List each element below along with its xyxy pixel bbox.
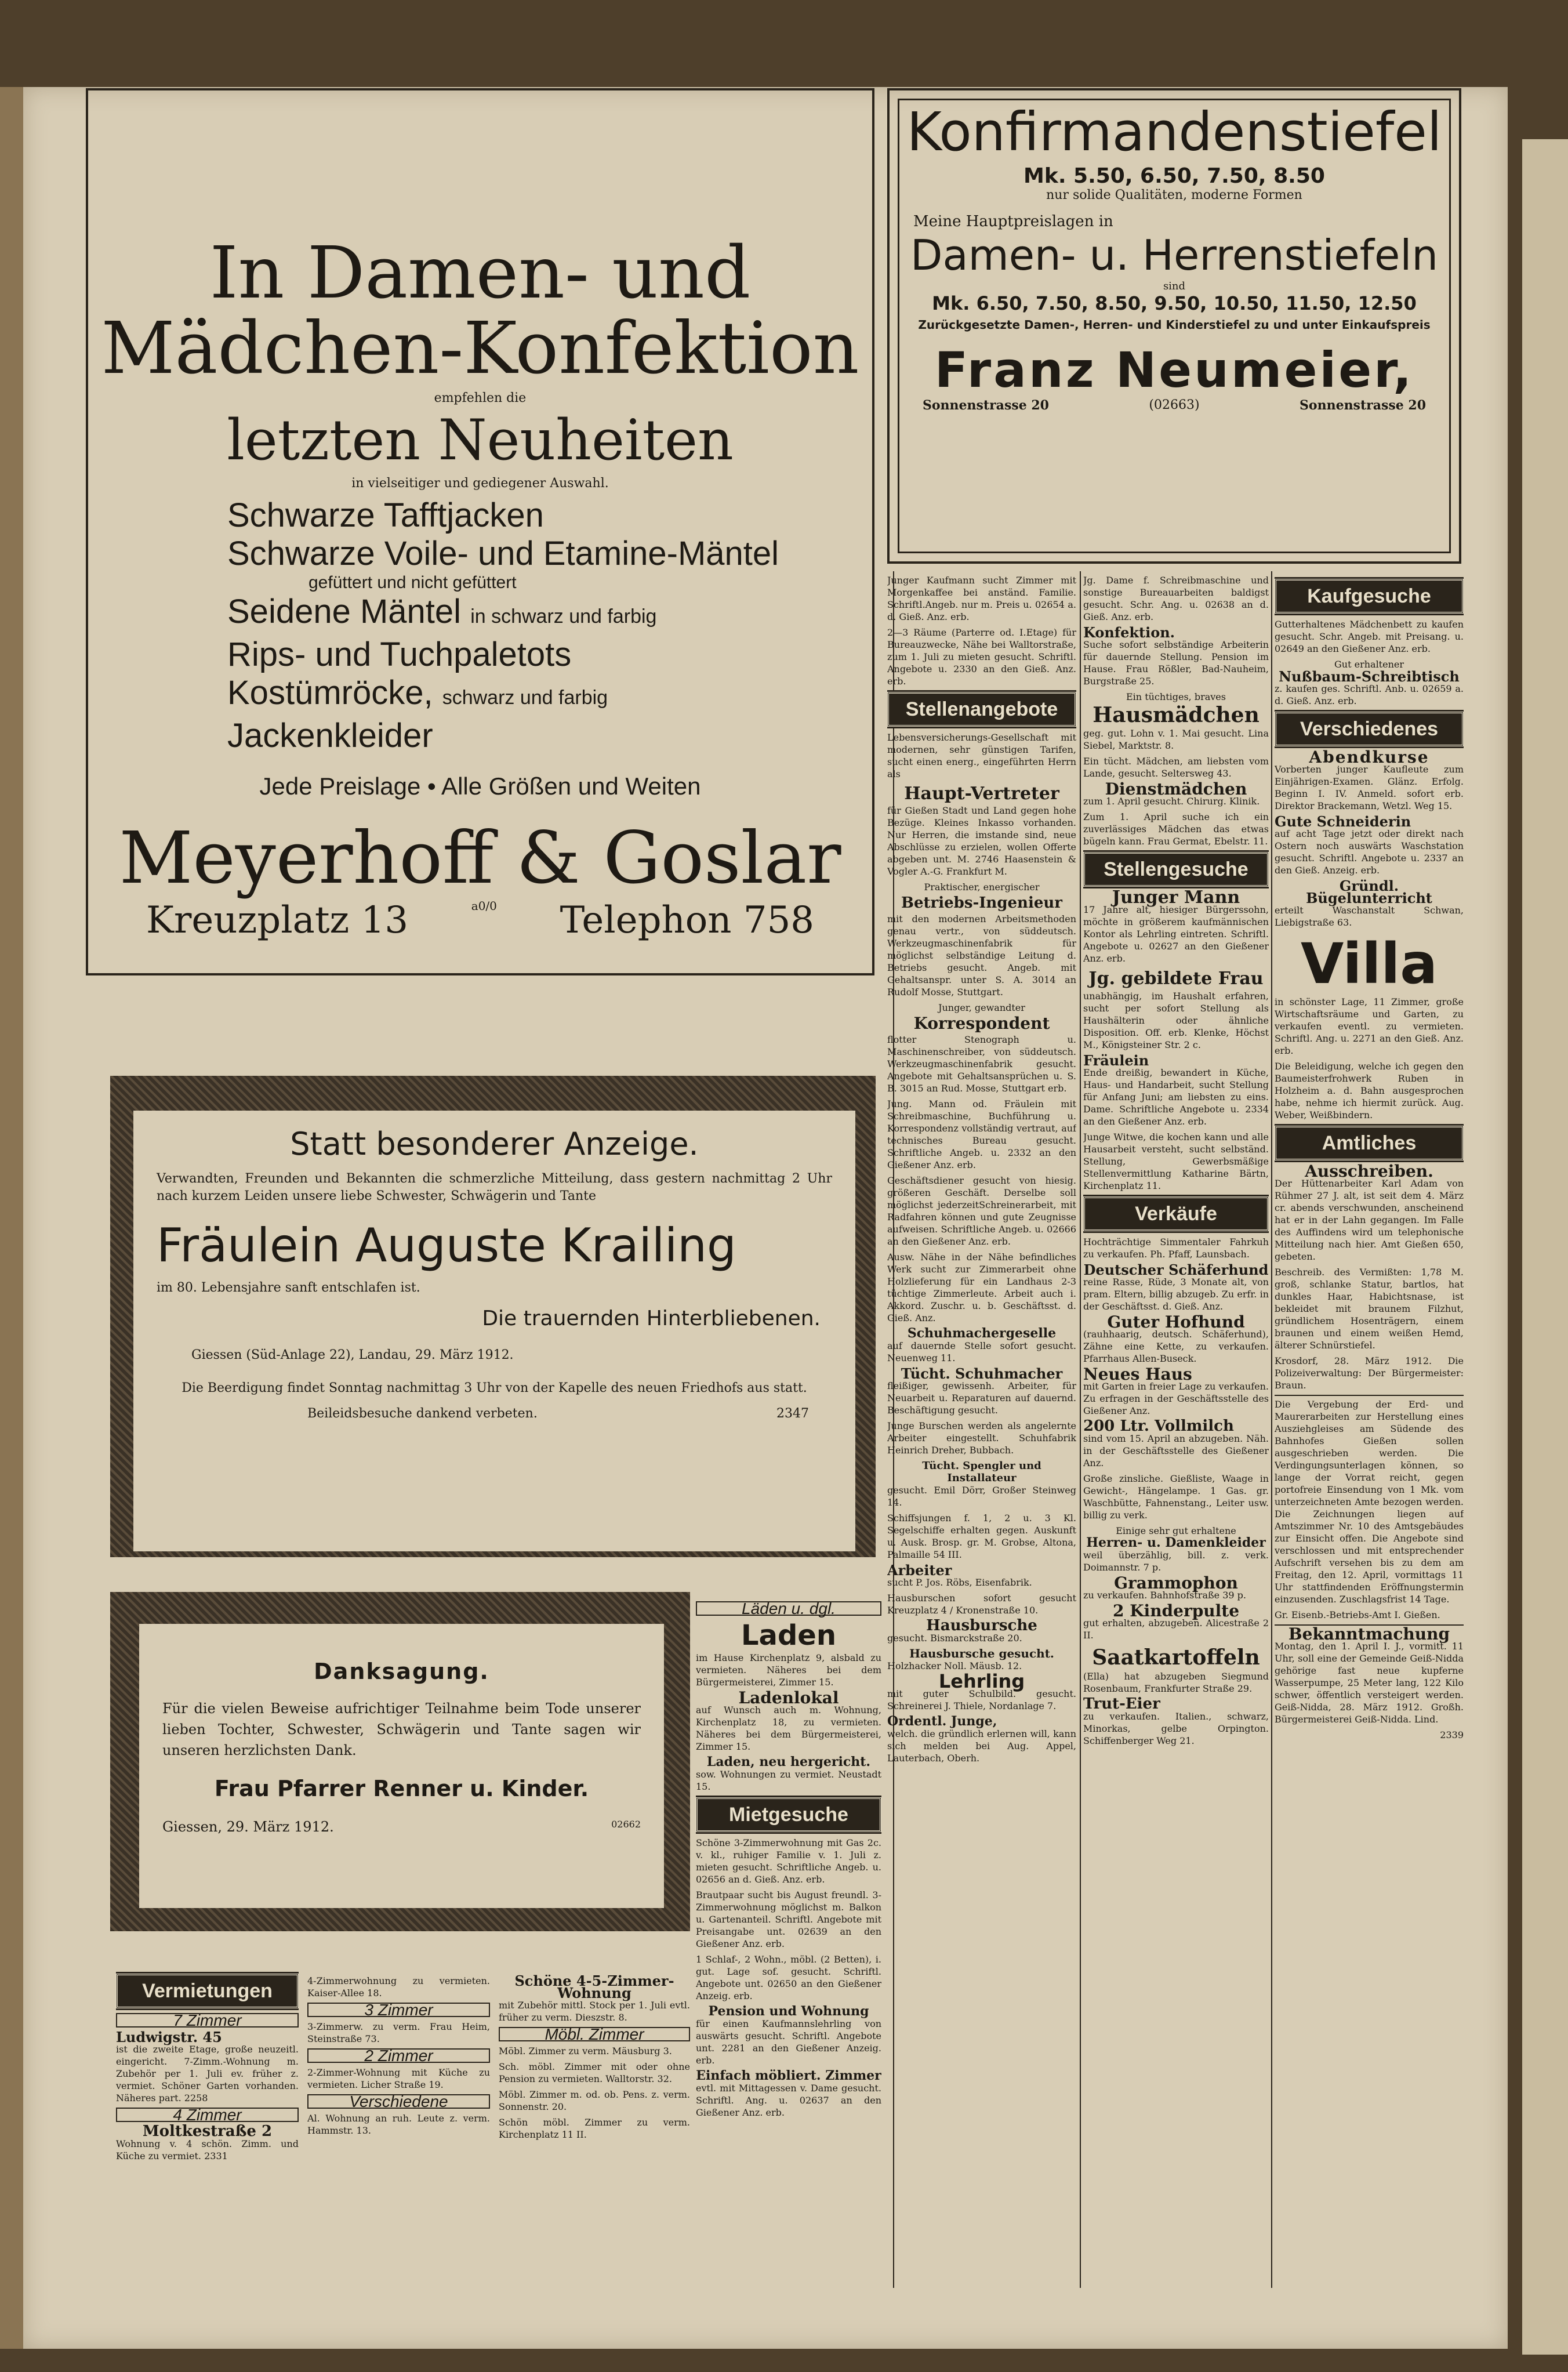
konf-title: Konfirmandenstiefel bbox=[906, 101, 1442, 163]
konf-sind: sind bbox=[1163, 280, 1186, 292]
ad-item-3: Seidene Mäntel in schwarz und farbig bbox=[227, 593, 657, 630]
death-notice bbox=[133, 1111, 855, 1551]
ad-empfehlen: empfehlen die bbox=[434, 391, 527, 405]
hdr-stellengesuche: Stellengesuche bbox=[1083, 852, 1269, 887]
death-funeral: Die Beerdigung findet Sonntag nachmittag 3 Uhr von der Kapelle des neuen Friedhofs aus statt. bbox=[182, 1381, 807, 1395]
konf-zurueck: Zurückgesetzte Damen-, Herren- und Kinderstiefel zu und unter Einkaufspreis bbox=[918, 318, 1431, 332]
classifieds-col-1: Junger Kaufmann sucht Zimmer mit Morgenkaffee bei anständ. Familie. Schriftl.Angeb. nur m. Preis u. 02654 a. d. Gieß. Anz. erb. 2—3 Räume (Parterre od. I.Etage) für Bureauzwecke, Nähe bei Walltorstraße, zum 1. Juli zu mieten gesucht. Schriftl. Angebote u. 2330 an den Gieß. Anz. erb. Stellenangebote Lebensversicherungs-Gesellschaft mit modernen, sehr günstigen Tarifen, sucht einen energ., eingeführten Herrn als Haupt-Vertreter für Gießen Stadt und Land gegen hohe Bezüge. Kleines Inkasso vorhanden. Nur Herren, die imstande sind, neue Abschlüsse zu erzielen, wollen Offerte abgeben unt. M. 2746 Haasenstein & Vogler A.-G. Frankfurt M. Praktischer, energischer Betriebs-Ingenieur mit den modernen Arbeitsmethoden genau vertr., von süddeutsch. Werkzeugmaschinenfabrik für möglichst selbständige Leitung d. Betriebs gesucht. Angeb. mit Gehaltsanspr. unter S. A. 3014 an Rudolf Mosse, Stuttgart. Junger, gewandter Korrespondent flotter Stenograph u. Maschinenschreiber, von süddeutsch. Werkzeugmaschinenfabrik gesucht. Angebote mit Gehaltsansprüchen u. S. B. 3015 an Rud. Mosse, Stuttgart erb. Jung. Mann od. Fräulein mit Schreibmaschine, Buchführung u. Korrespondenz vollständig vertraut, auf technisches Bureau gesucht. Schriftliche Angeb. u. 2332 an den Gießener Anz. erb. Geschäftsdiener gesucht von hiesig. größeren Geschäft. Derselbe soll möglichst jederzeitSchreinerarbeit, mit Radfahren können und gute Zeugnisse aufweisen. Schriftliche Angeb. u. 02666 an den Gießener Anz. erb. Ausw. Nähe in der Nähe befindliches Werk sucht zur Zimmerarbeit ohne Holzlieferung für ein Landhaus 2-3 tüchtige Zimmerleute. Arbeit auch i. Akkord. Zuschr. u. b. Geschäftsst. d. Gieß. Anz. Schuhmachergeselle auf dauernde Stelle sofort gesucht. Neuenweg 11. Tücht. Schuhmacher fleißiger, gewissenh. Arbeiter, für Neuarbeit u. Reparaturen auf dauernd. Beschäftigung gesucht. Junge Burschen werden als angelernte Arbeiter eingestellt. Schuhfabrik Heinrich Dreher, Bubbach. Tücht. Spengler und Installateur gesucht. Emil Dörr, Großer Steinweg 14. Schiffsjungen f. 1, 2 u. 3 Kl. Segelschiffe erhalten gegen. Auskunft u. Ausk. Brosp. gr. M. Grobse, Altona, Palmaille 54 III. Arbeiter sucht P. Jos. Röbs, Eisenfabrik. Hausburschen sofort gesucht Kreuzplatz 4 / Kronenstraße 10. Hausbursche gesucht. Bismarckstraße 20. Hausbursche gesucht. Holzhacker Noll. Mäusb. 12. Lehrling mit guter Schulbild. gesucht. Schreinerei J. Thiele, Nordanlage 7. Ordentl. Junge, welch. die gründlich erlernen will, kann sich melden bei Aug. Appel, Lauterbach, Oberh. bbox=[887, 575, 1076, 1764]
ad-item-4: Rips- und Tuchpaletots bbox=[227, 636, 572, 673]
ad-title-line2: Mädchen-Konfektion bbox=[101, 307, 859, 390]
dank-text: Für die vielen Beweise aufrichtiger Teilnahme beim Tode unserer lieben Tochter, Schwester, Schwägerin und Tante sagen wir unseren herzlichsten Dank. bbox=[162, 1700, 641, 1758]
ad-items bbox=[88, 496, 872, 755]
bottom-col-2: 4-Zimmerwohnung zu vermieten. Kaiser-Allee 18. 3 Zimmer 3-Zimmerw. zu verm. Frau Heim, Steinstraße 73. 2 Zimmer 2-Zimmer-Wohnung mit Küche zu vermieten. Licher Straße 19. Verschiedene Al. Wohnung an ruh. Leute z. verm. Hammstr. 13. bbox=[307, 1975, 490, 2136]
hdr-mietgesuche: Mietgesuche bbox=[696, 1797, 881, 1832]
ad-item-2: Schwarze Voile- und Etamine-Mäntel gefüttert und nicht gefüttert bbox=[227, 535, 779, 592]
konf-quality: nur solide Qualitäten, moderne Formen bbox=[1046, 188, 1302, 202]
dank-heading: Danksagung. bbox=[314, 1659, 489, 1684]
col-rule-2 bbox=[1080, 571, 1081, 2288]
konf-prices1: Mk. 5.50, 6.50, 7.50, 8.50 bbox=[1023, 164, 1325, 188]
villa-heading: Villa bbox=[1300, 931, 1438, 996]
classifieds-col-2: Jg. Dame f. Schreibmaschine und sonstige Bureauarbeiten baldigst gesucht. Schr. Ang. u. 02638 an d. Gieß. Anz. erb. Konfektion. Suche sofort selbständige Arbeiterin für dauernde Stellung. Pension im Hause. Frau Rößler, Bad-Nauheim, Burgstraße 25. Ein tüchtiges, braves Hausmädchen geg. gut. Lohn v. 1. Mai gesucht. Lina Siebel, Marktstr. 8. Ein tücht. Mädchen, am liebsten vom Lande, gesucht. Seltersweg 43. Dienstmädchen zum 1. April gesucht. Chirurg. Klinik. Zum 1. April suche ich ein zuverlässiges Mädchen das etwas bügeln kann. Frau Germat, Ebelstr. 11. Stellengesuche Junger Mann 17 Jahre alt, hiesiger Bürgerssohn, möchte in größerem kaufmännischen Kontor als Lehrling eintreten. Schriftl. Angebote u. 02627 an den Gießener Anz. erb. Jg. gebildete Frau unabhängig, im Haushalt erfahren, sucht per sofort Stellung als Haushälterin oder ähnliche Disposition. Off. erb. Klenke, Höchst M., Königsteiner Str. 2 c. Fräulein Ende dreißig, bewandert in Küche, Haus- und Handarbeit, sucht Stellung für Anfang Juni; am liebsten zu eins. Dame. Schriftliche Angebote u. 2334 an den Gießener Anz. erb. Junge Witwe, die kochen kann und alle Hausarbeit versteht, sucht selbständ. Stellung, Gewerbsmäßige Stellenvermittlung Katharine Bärtn, Kirchenplatz 11. Verkäufe Hochträchtige Simmentaler Fahrkuh zu verkaufen. Ph. Pfaff, Launsbach. Deutscher Schäferhund reine Rasse, Rüde, 3 Monate alt, von pram. Eltern, billig abzugeb. Zu erfr. in der Geschäftsst. d. Gieß. Anz. Guter Hofhund (rauhhaarig, deutsch. Schäferhund), Zähne eine Kette, zu verkaufen. Pfarrhaus Allen-Buseck. Neues Haus mit Garten in freier Lage zu verkaufen. Zu erfragen in der Geschäftsstelle des Gießener Anz. 200 Ltr. Vollmilch sind vom 15. April an abzugeben. Näh. in der Geschäftsstelle des Gießener Anz. Große zinsliche. Gießliste, Waage in Gewicht-, Hängelampe. 1 Gas. gr. Waschbütte, Fahnenstang., Leiter usw. billig zu verk. Einige sehr gut erhaltene Herren- u. Damenkleider weil überzählig, bill. z. verk. Doimannstr. 7 p. Grammophon zu verkaufen. Bahnhofstraße 39 p. 2 Kinderpulte gut erhalten, abzugeben. Alicestraße 2 II. Saatkartoffeln (Ella) hat abzugeben Siegmund Rosenbaum, Frankfurter Straße 29. Trut-Eier zu verkaufen. Italien., schwarz, Minorkas, gelbe Orpington. Schiffenberger Weg 21. bbox=[1083, 575, 1269, 1746]
ad-auswahl: in vielseitiger und gediegener Auswahl. bbox=[351, 476, 609, 491]
ad-code: a0/0 bbox=[471, 899, 497, 913]
dank-signed: Frau Pfarrer Renner u. Kinder. bbox=[214, 1776, 589, 1801]
konf-street-row: Sonnenstrasse 20 (02663) Sonnenstrasse 20 bbox=[923, 398, 1426, 413]
ad-item-5: Kostümröcke, schwarz und farbig bbox=[227, 674, 608, 712]
danksagung bbox=[139, 1624, 664, 1908]
ad-damen-konfektion bbox=[86, 88, 874, 975]
ad-title-line3: letzten Neuheiten bbox=[227, 408, 734, 473]
ad-address-row bbox=[88, 899, 872, 942]
dank-footer: Giessen, 29. März 1912. 02662 bbox=[162, 1819, 641, 1835]
adjacent-page-strip bbox=[1522, 139, 1568, 2355]
page-left-edge bbox=[0, 87, 23, 2349]
konf-prices2: Mk. 6.50, 7.50, 8.50, 9.50, 10.50, 11.50, 12.50 bbox=[932, 292, 1417, 314]
konf-hauptpreis: Meine Hauptpreislagen in bbox=[913, 213, 1113, 230]
ad-konfirmandenstiefel bbox=[887, 88, 1461, 564]
death-place: Giessen (Süd-Anlage 22), Landau, 29. März 1912. bbox=[191, 1348, 514, 1362]
hdr-vermietungen: Vermietungen bbox=[116, 1974, 299, 2008]
death-name: Fräulein Auguste Krailing bbox=[157, 1218, 736, 1272]
death-text: Verwandten, Freunden und Bekannten die schmerzliche Mitteilung, dass gestern nachmittag 2 Uhr nach kurzem Leiden unsere liebe Schwester, Schwägerin und Tante bbox=[157, 1172, 832, 1203]
bottom-col-4: Läden u. dgl. Laden im Hause Kirchenplatz 9, alsbald zu vermieten. Näheres bei dem Bürgermeisterei, Zimmer 15. Ladenlokal auf Wunsch auch m. Wohnung, Kirchenplatz 18, zu vermieten. Näheres bei dem Bürgermeisterei, Zimmer 15. Laden, neu hergericht. sow. Wohnungen zu vermiet. Neustadt 15. Mietgesuche Schöne 3-Zimmerwohnung mit Gas 2c. v. kl., ruhiger Familie v. 1. Juli z. mieten gesucht. Schriftliche Angeb. u. 02656 an d. Gieß. Anz. erb. Brautpaar sucht bis August freundl. 3-Zimmerwohnung möglichst m. Balkon u. Gartenanteil. Schriftl. Angebote mit Preisangabe unt. 02639 an den Gießener Anz. erb. 1 Schlaf-, 2 Wohn., möbl. (2 Betten), i. gut. Lage sof. gesucht. Schriftl. Angebote unt. 02650 an den Gießener Anzeig. erb. Pension und Wohnung für einen Kaufmannslehrling von auswärts gesucht. Schriftl. Angebote unt. 2281 an den Gießener Anzeig. erb. Einfach möbliert. Zimmer evtl. mit Mittagessen v. Dame gesucht. Schriftl. Ang. u. 02637 an den Gießener Anz. erb. bbox=[696, 1600, 881, 2118]
death-signed: Die trauernden Hinterbliebenen. bbox=[482, 1307, 821, 1330]
ad-title-line1: In Damen- und bbox=[209, 231, 751, 315]
ad-address: Kreuzplatz 13 bbox=[146, 899, 409, 942]
hdr-stellenangebote: Stellenangebote bbox=[887, 692, 1076, 727]
col-rule-3 bbox=[1271, 571, 1272, 2288]
ad-phone: Telephon 758 bbox=[560, 899, 814, 942]
hdr-verkaeufe: Verkäufe bbox=[1083, 1196, 1269, 1231]
konf-name: Franz Neumeier, bbox=[934, 342, 1414, 398]
hdr-kaufgesuche: Kaufgesuche bbox=[1275, 579, 1464, 614]
death-age: im 80. Lebensjahre sanft entschlafen ist. bbox=[157, 1281, 420, 1295]
bottom-col-1: Vermietungen 7 Zimmer Ludwigstr. 45 ist die zweite Etage, große neuzeitl. eingericht. 7-Zimm.-Wohnung m. Zubehör per 1. Juli ev. früher z. vermiet. Schöner Garten vorhanden. Näheres part. 2258 4 Zimmer Moltkestraße 2 Wohnung v. 4 schön. Zimm. und Küche zu vermiet. 2331 bbox=[116, 1969, 299, 2288]
ad-item-6: Jackenkleider bbox=[227, 717, 433, 755]
bottom-col-3: Schöne 4-5-Zimmer-Wohnung mit Zubehör mittl. Stock per 1. Juli evtl. früher zu verm. Dieszstr. 8. Möbl. Zimmer Möbl. Zimmer zu verm. Mäusburg 3. Sch. möbl. Zimmer mit oder ohne Pension zu vermieten. Walltorstr. 32. Möbl. Zimmer m. od. ob. Pens. z. verm. Sonnenstr. 20. Schön möbl. Zimmer zu verm. Kirchenplatz 11 II. bbox=[499, 1975, 690, 2140]
ad-firm: Meyerhoff & Goslar bbox=[119, 817, 841, 900]
ad-konf-inner bbox=[898, 99, 1451, 553]
hdr-verschiedenes: Verschiedenes bbox=[1275, 712, 1464, 746]
hdr-amtliches: Amtliches bbox=[1275, 1126, 1464, 1160]
death-footer: Beileidsbesuche dankend verbeten. 2347 bbox=[307, 1406, 809, 1421]
ad-preislage: Jede Preislage • Alle Größen und Weiten bbox=[259, 772, 701, 800]
ad-item-1: Schwarze Tafftjacken bbox=[227, 496, 544, 534]
classifieds-col-3: Kaufgesuche Gutterhaltenes Mädchenbett zu kaufen gesucht. Schr. Angeb. mit Preisang. u. 02649 an den Gießener Anz. erb. Gut erhaltener Nußbaum-Schreibtisch z. kaufen ges. Schriftl. Anb. u. 02659 a. d. Gieß. Anz. erb. Verschiedenes Abendkurse Vorberten junger Kaufleute zum Einjährigen-Examen. Glänz. Erfolg. Beginn I. IV. Anmeld. sofort erb. Direktor Brackemann, Wetzl. Weg 15. Gute Schneiderin auf acht Tage jetzt oder direkt nach Ostern noch auswärts Waschstation gesucht. Schriftl. Angebote u. 2337 an den Gieß. Anzeig. erb. Gründl. Bügelunterricht erteilt Waschanstalt Schwan, Liebigstraße 63. Villa in schönster Lage, 11 Zimmer, große Wirtschaftsräume und Garten, zu verkaufen eventl. zu vermieten. Schriftl. Ang. u. 2271 an den Gieß. Anz. erb. Die Beleidigung, welche ich gegen den Baumeisterfrohwerk Ruben in Holzheim a. d. Bahn ausgesprochen habe, nehme ich hiermit zurück. Aug. Weber, Weißbindern. Amtliches Ausschreiben. Der Hüttenarbeiter Karl Adam von Rühmer 27 J. alt, ist seit dem 4. März cr. abends verschwunden, anscheinend hat er in der Lahn gegangen. Im Falle des Auffindens wird um telephonische Mitteilung nach hier. Amt Gießen 650, gebeten. Beschreib. des Vermißten: 1,78 M. groß, schlanke Statur, bartlos, hat dunkles Haar, Habichtsnase, ist bekleidet mit braunem Filzhut, gründlichem Hosenträgern, einem braunen und einem weißen Hemd, älterer Schnürstiefel. Krosdorf, 28. März 1912. Die Polizeiverwaltung: Der Bürgermeister: Braun. Die Vergebung der Erd- und Maurerarbeiten zur Herstellung eines Ausziehgleises am Südende des Bahnhofes Gießen sollen ausgeschrieben werden. Die Verdingungsunterlagen können, so lange der Vorrat reicht, gegen portofreie Einsendung von 1 Mk. vom unterzeichneten Amte bezogen werden. Die Zeichnungen liegen auf Amtszimmer Nr. 10 des Amtsgebäudes zur Einsicht offen. Die Angebote sind verschlossen und mit entsprechender Aufschrift versehen bis zu dem am Freitag, den 12. April, vormittags 11 Uhr stattfindenden Eröffnungstermin einzusenden. Zuschlagsfrist 14 Tage. Gr. Eisenb.-Betriebs-Amt I. Gießen. Bekanntmachung Montag, den 1. April I. J., vormitt. 11 Uhr, soll eine der Gemeinde Geiß-Nidda gehörige fast neue kupferne Wasserpumpe, 25 Meter lang, 122 Kilo schwer, öffentlich versteigert werden. Geiß-Nidda, 28. März 1912. Großh. Bürgermeisterei Geiß-Nidda. Lind. 2339 bbox=[1275, 574, 1464, 2291]
death-heading: Statt besonderer Anzeige. bbox=[290, 1126, 699, 1162]
konf-damen: Damen- u. Herrenstiefeln bbox=[910, 231, 1438, 280]
